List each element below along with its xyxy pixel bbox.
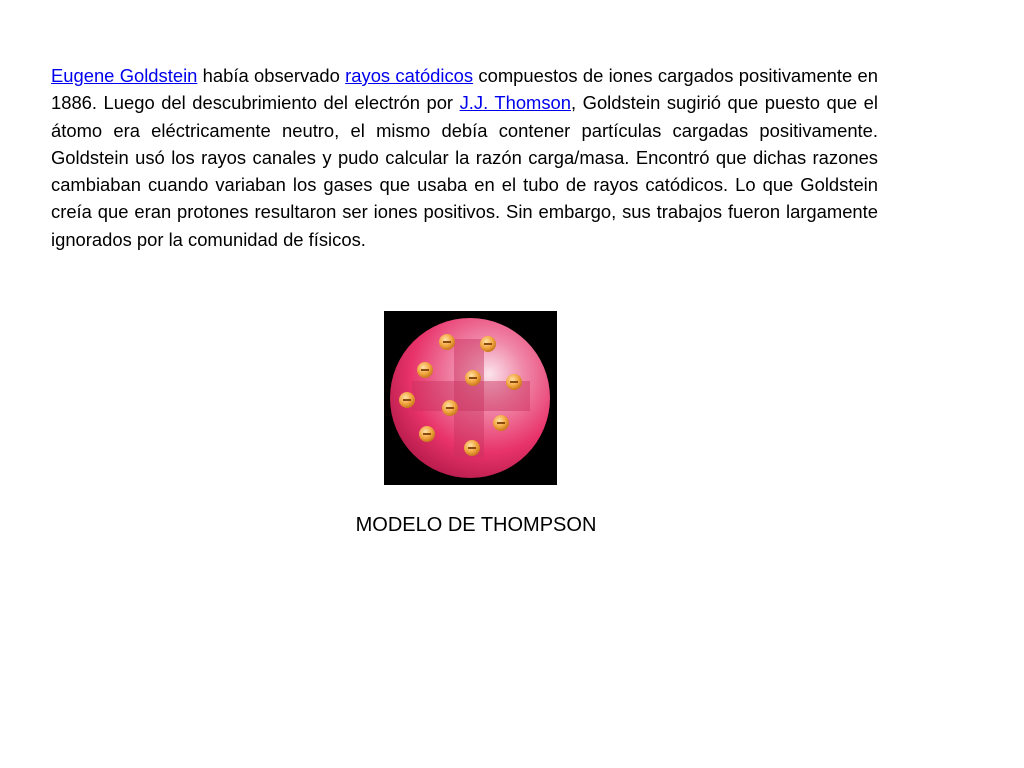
paragraph-text-1: había observado: [197, 65, 346, 86]
thomson-model-image: [384, 311, 557, 485]
link-jj-thomson[interactable]: J.J. Thomson: [459, 92, 572, 114]
electron: [399, 392, 415, 408]
link-rayos-catodicos[interactable]: rayos catódicos: [345, 65, 474, 86]
electron: [417, 362, 433, 378]
electron: [439, 334, 455, 350]
electron: [465, 370, 481, 386]
body-paragraph: [51, 62, 878, 253]
figure-caption: MODELO DE THOMPSON: [355, 514, 597, 536]
paragraph-text-3: , Goldstein sugirió que puesto que el átomo era eléctricamente neutro, el mismo debía contener partículas cargadas positivamente. Goldstein usó los rayos canales y pudo calcular la razón carga/masa. Encontró que dichas razones cambiaban cuando variaban los gases que usaba en el tubo de rayos catódicos. Lo que Goldstein creía que eran protones resultaron ser iones positivos. Sin embargo, sus trabajos fueron largamente ignorados por la comunidad de físicos.: [51, 92, 878, 250]
electron: [493, 415, 509, 431]
electron: [464, 440, 480, 456]
electron: [506, 374, 522, 390]
link-eugene-goldstein[interactable]: Eugene Goldstein: [51, 65, 198, 86]
thomson-atom-model-icon: [384, 311, 557, 485]
electron: [442, 400, 458, 416]
electron: [419, 426, 435, 442]
electron: [480, 336, 496, 352]
paragraph-text-2: compuestos de iones cargados positivamente en 1886. Luego del descubrimiento del electrón por: [51, 65, 878, 114]
